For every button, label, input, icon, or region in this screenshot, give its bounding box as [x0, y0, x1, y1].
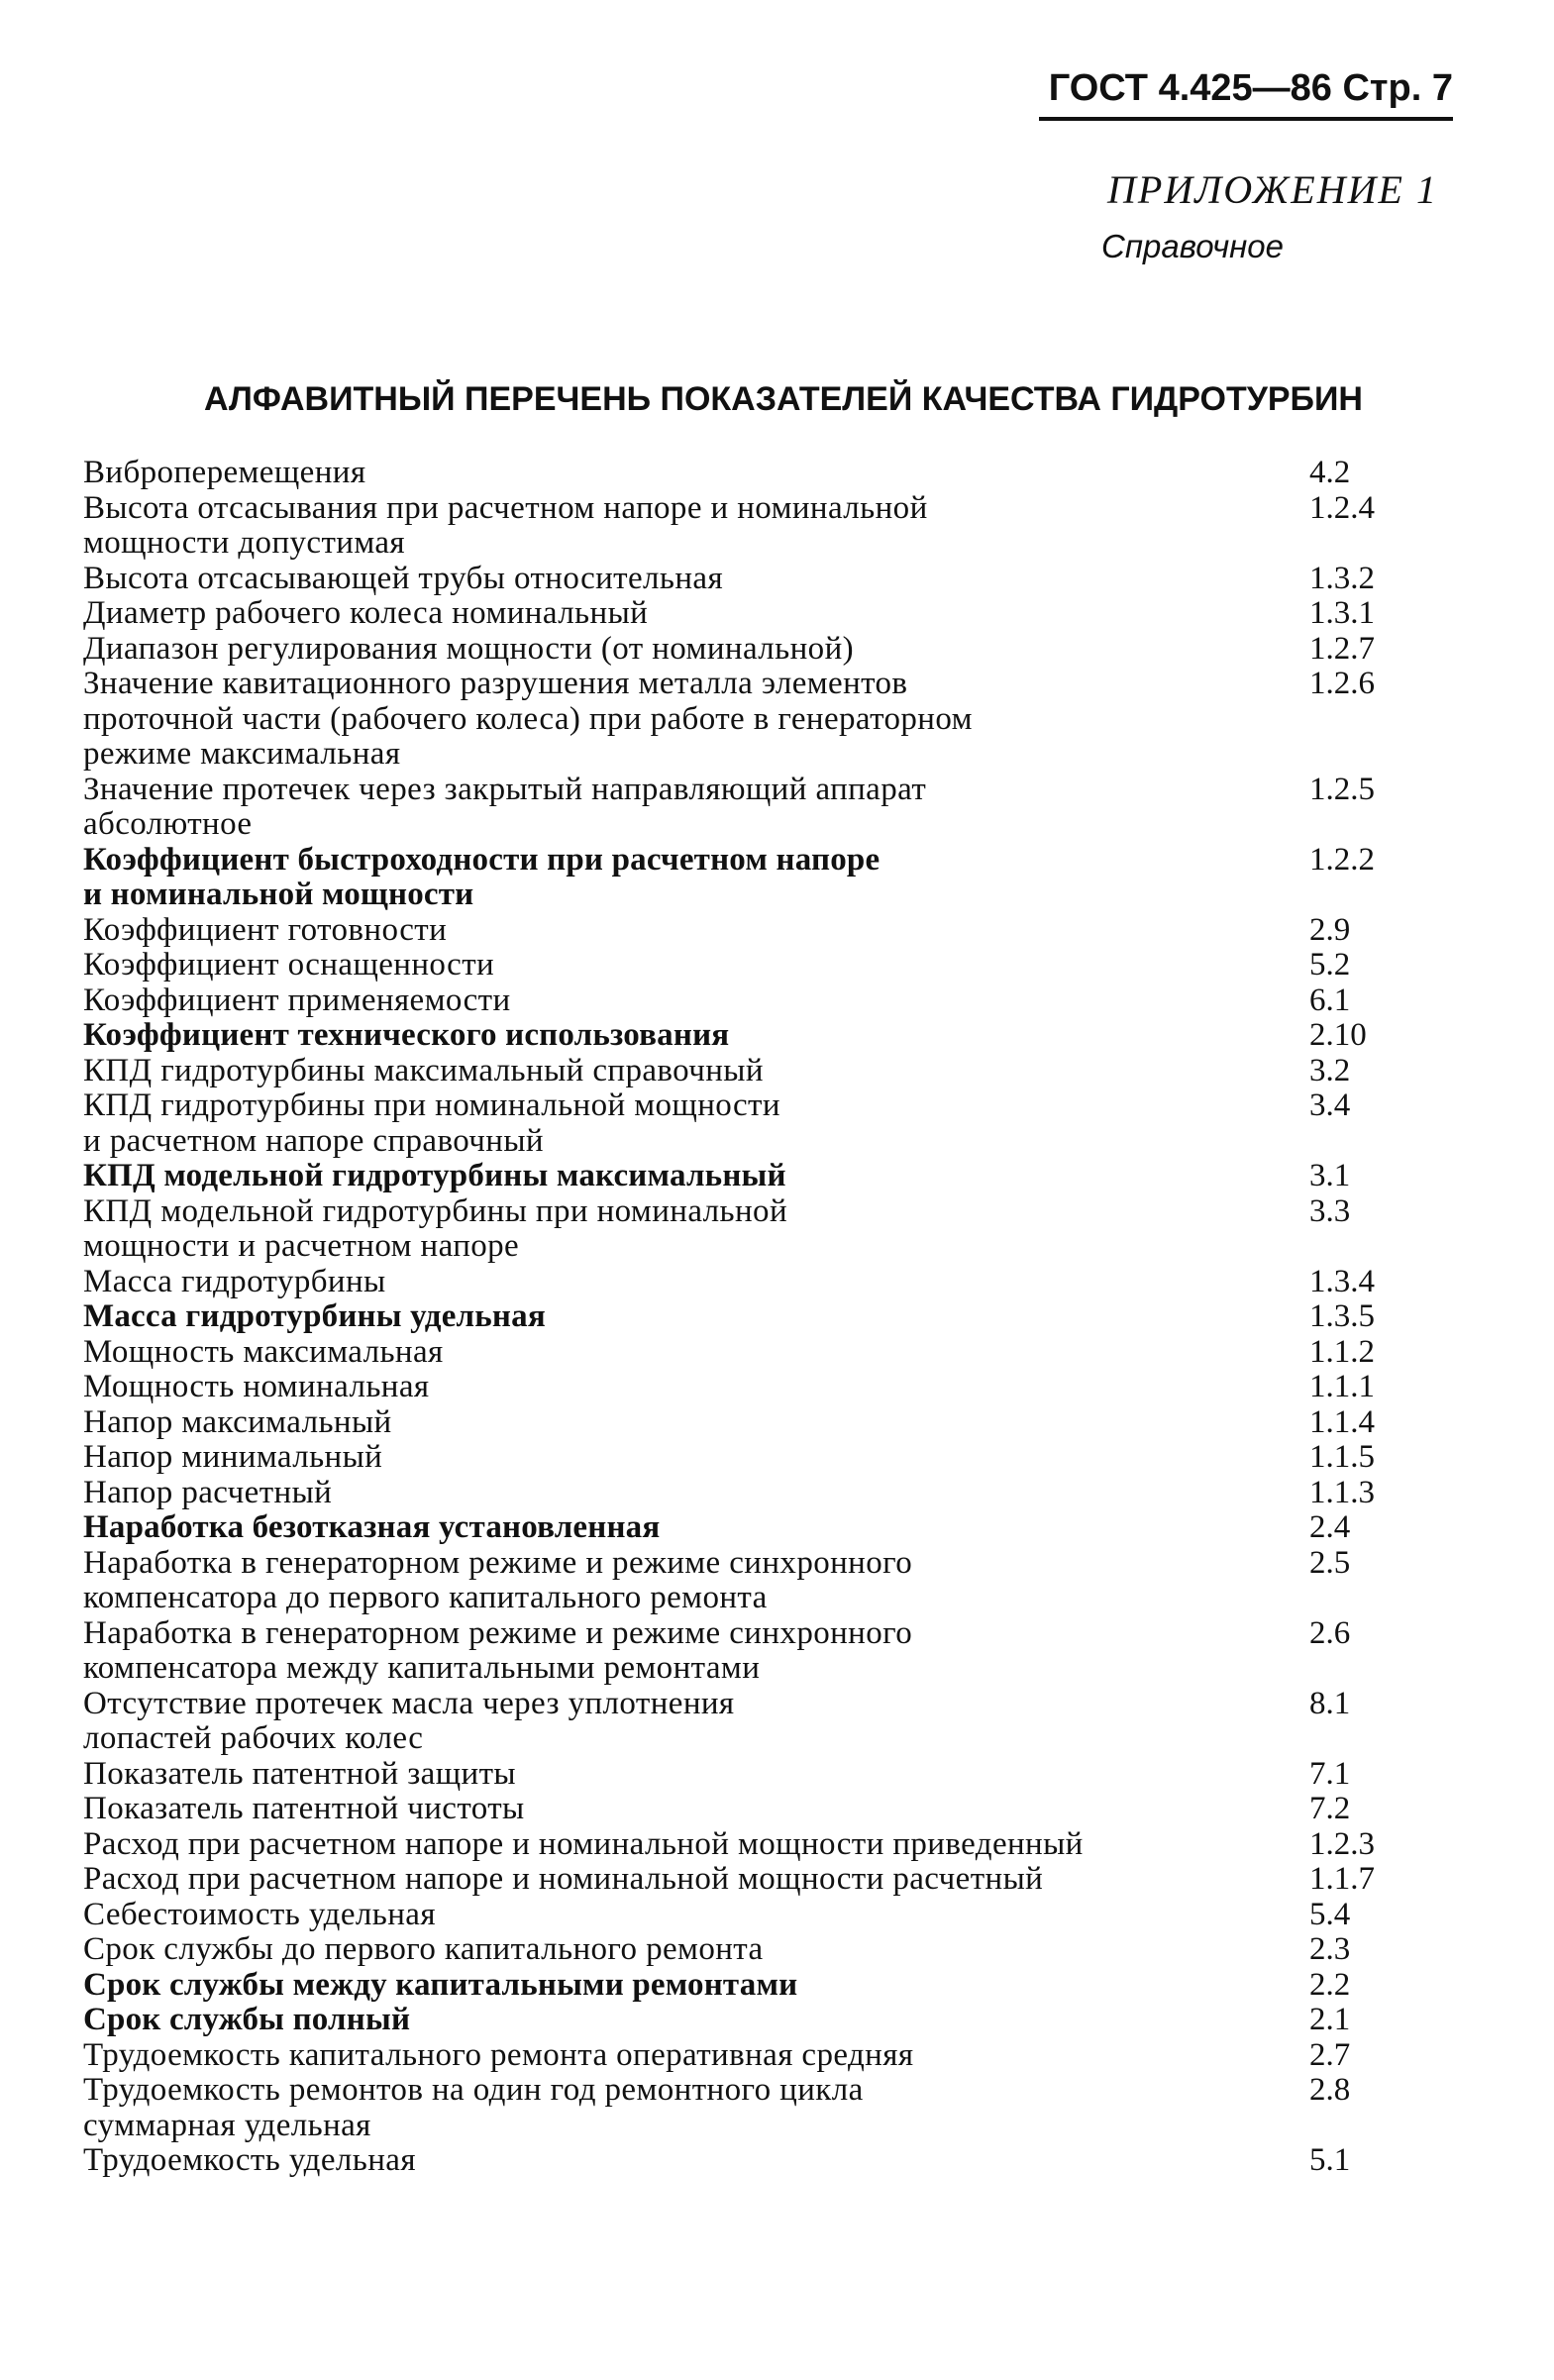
- index-entry-number: 1.2.6: [1309, 666, 1375, 701]
- index-entry: [83, 1546, 1391, 1616]
- index-entry-number: 5.2: [1309, 947, 1351, 983]
- index-entry-text: Трудоемкость капитального ремонта оперативная средняя: [83, 2036, 914, 2073]
- index-entry-text: Показатель патентной защиты: [83, 1755, 516, 1792]
- index-entry: [83, 1159, 1391, 1194]
- index-entry: [83, 1054, 1391, 1089]
- index-entry: [83, 1370, 1391, 1405]
- index-entry-number: 1.2.3: [1309, 1825, 1375, 1862]
- index-entry-number: 2.4: [1309, 1509, 1351, 1545]
- index-entry: [83, 491, 1391, 562]
- index-entry-number: 1.1.7: [1309, 1861, 1375, 1897]
- index-entry-number: 1.3.1: [1309, 595, 1375, 631]
- index-entry-text: Масса гидротурбины: [83, 1263, 386, 1299]
- index-entry: [83, 1018, 1391, 1054]
- index-entry-text: КПД гидротурбины при номинальной мощности и расчетном напоре справочный: [83, 1087, 780, 1159]
- index-entry-text: КПД модельной гидротурбины при номинальной мощности и расчетном напоре: [83, 1192, 788, 1264]
- index-entry-text: Отсутствие протечек масла через уплотнения лопастей рабочих колес: [83, 1685, 735, 1756]
- index-entry-number: 6.1: [1309, 982, 1351, 1018]
- index-entry: [83, 562, 1391, 597]
- index-entry-number: 1.2.5: [1309, 771, 1375, 807]
- index-entry-number: 1.1.3: [1309, 1474, 1375, 1510]
- index-entry-number: 5.1: [1309, 2142, 1351, 2178]
- index-entry-number: 1.2.7: [1309, 630, 1375, 667]
- index-entry-text: Масса гидротурбины удельная: [83, 1298, 546, 1334]
- index-entry: [83, 632, 1391, 668]
- index-entry-text: КПД модельной гидротурбины максимальный: [83, 1158, 786, 1193]
- index-entry-number: 2.2: [1309, 1966, 1351, 2003]
- index-entry: [83, 983, 1391, 1019]
- index-entry-number: 1.1.4: [1309, 1403, 1375, 1440]
- index-entry: [83, 913, 1391, 949]
- index-entry: [83, 843, 1391, 913]
- index-entry-text: Напор расчетный: [83, 1474, 333, 1510]
- index-entry-number: 2.6: [1309, 1614, 1351, 1651]
- index-entry: [83, 1932, 1391, 1968]
- index-entry: [83, 596, 1391, 632]
- index-entry-number: 2.1: [1309, 2002, 1351, 2037]
- index-entry-text: Коэффициент оснащенности: [83, 947, 495, 983]
- index-entry-number: 1.3.4: [1309, 1263, 1375, 1299]
- index-entry-text: Коэффициент применяемости: [83, 982, 511, 1018]
- index-entry-number: 2.9: [1309, 911, 1351, 948]
- index-entry-number: 3.2: [1309, 1052, 1351, 1088]
- index-entry-number: 3.3: [1309, 1192, 1351, 1229]
- index-entry-number: 1.3.2: [1309, 560, 1375, 596]
- index-entry-number: 1.3.5: [1309, 1298, 1375, 1334]
- index-entry-text: КПД гидротурбины максимальный справочный: [83, 1052, 764, 1088]
- index-entry-text: Наработка безотказная установленная: [83, 1509, 661, 1545]
- index-entry: [83, 1862, 1391, 1898]
- index-entry: [83, 2073, 1391, 2143]
- index-entry-number: 1.2.2: [1309, 841, 1375, 878]
- index-entry: [83, 2143, 1391, 2179]
- index-entry-number: 1.1.2: [1309, 1333, 1375, 1370]
- index-entry-text: Высота отсасывания при расчетном напоре и номинальной мощности допустимая: [83, 489, 928, 561]
- appendix-subtitle: Справочное: [1101, 228, 1285, 264]
- index-entry-text: Себестоимость удельная: [83, 1896, 436, 1932]
- index-entry: [83, 1757, 1391, 1793]
- index-entry: [83, 1510, 1391, 1546]
- index-entry-text: Напор максимальный: [83, 1403, 392, 1440]
- index-entry-number: 8.1: [1309, 1685, 1351, 1721]
- index-entry: [83, 948, 1391, 983]
- index-entry: [83, 1088, 1391, 1159]
- index-entry: [83, 1265, 1391, 1300]
- index-entry-text: Наработка в генераторном режиме и режиме синхронного компенсатора до первого капитального ремонта: [83, 1544, 913, 1615]
- index-entry-text: Срок службы полный: [83, 2002, 411, 2037]
- index-entry: [83, 773, 1391, 843]
- index-entry-number: 1.2.4: [1309, 489, 1375, 526]
- index-entry: [83, 2003, 1391, 2038]
- index-entry: [83, 1898, 1391, 1933]
- index-entry-text: Коэффициент быстроходности при расчетном напоре и номинальной мощности: [83, 841, 881, 912]
- index-entry-number: 2.8: [1309, 2072, 1351, 2108]
- index-entry-text: Высота отсасывающей трубы относительная: [83, 560, 724, 596]
- index-entry: [83, 667, 1391, 773]
- index-entry-text: Коэффициент готовности: [83, 911, 448, 948]
- page-header-code: ГОСТ 4.425—86 Стр. 7: [1048, 67, 1453, 109]
- index-entry-text: Трудоемкость удельная: [83, 2142, 416, 2178]
- index-entry-text: Наработка в генераторном режиме и режиме синхронного компенсатора между капитальными ремонтами: [83, 1614, 913, 1686]
- index-entry-number: 7.2: [1309, 1791, 1351, 1826]
- index-entry-number: 1.1.5: [1309, 1439, 1375, 1475]
- index-entry-number: 3.4: [1309, 1087, 1351, 1123]
- index-entry: [83, 1968, 1391, 2004]
- index-entry-text: Диаметр рабочего колеса номинальный: [83, 595, 649, 631]
- index-entry-number: 5.4: [1309, 1896, 1351, 1932]
- index-entry-number: 1.1.1: [1309, 1369, 1375, 1404]
- index-entry-number: 2.10: [1309, 1017, 1367, 1053]
- index-entry: [83, 1405, 1391, 1441]
- index-entry-number: 3.1: [1309, 1158, 1351, 1193]
- index-entry: [83, 1616, 1391, 1687]
- index-entry-number: 2.7: [1309, 2036, 1351, 2073]
- index-entry-number: 7.1: [1309, 1755, 1351, 1792]
- index-entry-text: Трудоемкость ремонтов на один год ремонтного цикла суммарная удельная: [83, 2072, 864, 2143]
- index-entry-text: Диапазон регулирования мощности (от номинальной): [83, 630, 855, 667]
- index-entry-text: Расход при расчетном напоре и номинальной мощности приведенный: [83, 1825, 1084, 1862]
- index-entry-text: Виброперемещения: [83, 455, 366, 490]
- appendix-title: ПРИЛОЖЕНИЕ 1: [1107, 167, 1438, 212]
- index-entry-text: Показатель патентной чистоты: [83, 1791, 525, 1826]
- index-entry: [83, 2038, 1391, 2074]
- index-entry: [83, 1476, 1391, 1511]
- index-list: [83, 456, 1391, 2179]
- index-entry: [83, 456, 1391, 491]
- index-entry-text: Срок службы между капитальными ремонтами: [83, 1966, 798, 2003]
- index-entry: [83, 1194, 1391, 1265]
- index-entry: [83, 1299, 1391, 1335]
- index-entry-number: 2.5: [1309, 1544, 1351, 1581]
- index-entry-text: Значение протечек через закрытый направляющий аппарат абсолютное: [83, 771, 927, 842]
- index-entry-number: 4.2: [1309, 455, 1351, 490]
- index-entry-text: Мощность максимальная: [83, 1333, 444, 1370]
- index-entry: [83, 1792, 1391, 1827]
- index-entry: [83, 1440, 1391, 1476]
- index-entry: [83, 1827, 1391, 1863]
- index-entry: [83, 1335, 1391, 1371]
- index-entry-text: Расход при расчетном напоре и номинальной мощности расчетный: [83, 1861, 1044, 1897]
- index-entry-text: Срок службы до первого капитального ремонта: [83, 1931, 764, 1967]
- index-entry: [83, 1687, 1391, 1757]
- document-title: АЛФАВИТНЫЙ ПЕРЕЧЕНЬ ПОКАЗАТЕЛЕЙ КАЧЕСТВА ГИДРОТУРБИН: [204, 380, 1363, 418]
- index-entry-number: 2.3: [1309, 1931, 1351, 1967]
- index-entry-text: Коэффициент технического использования: [83, 1017, 730, 1053]
- index-entry-text: Напор минимальный: [83, 1439, 383, 1475]
- index-entry-text: Значение кавитационного разрушения металла элементов проточной части (рабочего колеса) при работе в генераторном режиме максимальная: [83, 666, 973, 772]
- index-entry-text: Мощность номинальная: [83, 1369, 430, 1404]
- header-rule: [1039, 117, 1453, 121]
